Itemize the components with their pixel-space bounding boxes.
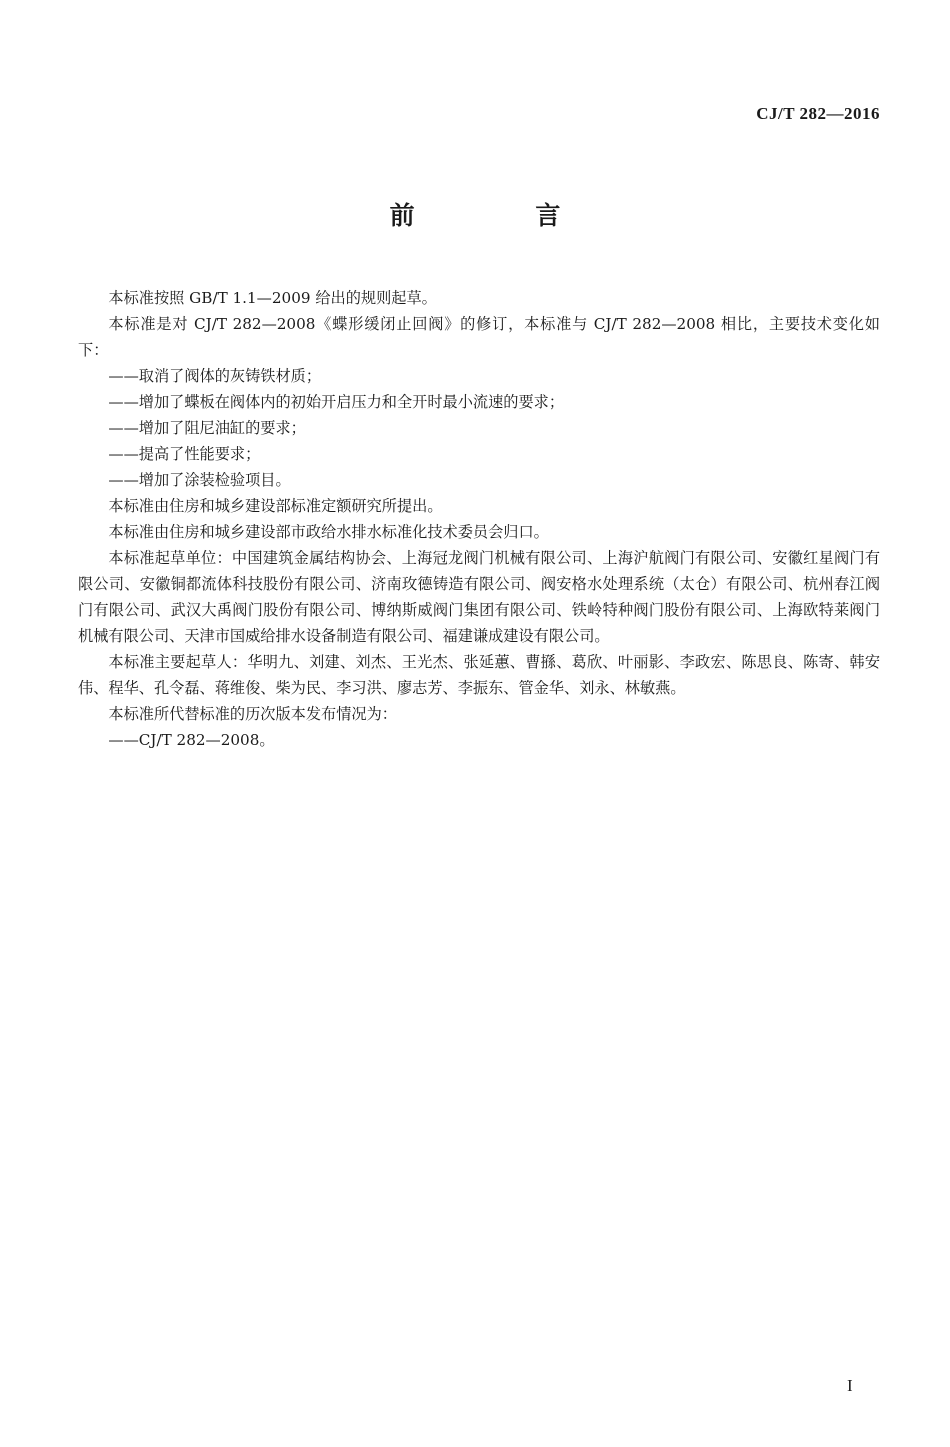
paragraph-proposer: 本标准由住房和城乡建设部标准定额研究所提出。 <box>108 497 443 515</box>
change-item: ——增加了涂装检验项目。 <box>108 471 291 489</box>
change-item: ——提高了性能要求； <box>108 445 261 463</box>
paragraph-drafting-units: 本标准起草单位：中国建筑金属结构协会、上海冠龙阀门机械有限公司、上海沪航阀门有限公司、安徽红星阀门有限公司、安徽铜都流体科技股份有限公司、济南玫德铸造有限公司、阀安格水处理系统（太仓）有限公司、杭州春江阀门有限公司、武汉大禹阀门股份有限公司、博纳斯威阀门集团有限公司、铁岭特种阀门股份有限公司、上海欧特莱阀门机械有限公司、天津市国威给排水设备制造有限公司、福建谦成建设有限公司。 <box>78 549 880 645</box>
paragraph-revision-summary: 本标准是对 CJ/T 282—2008《蝶形缓闭止回阀》的修订，本标准与 CJ/T 282—2008 相比，主要技术变化如下： <box>78 315 880 359</box>
change-item: ——取消了阀体的灰铸铁材质； <box>108 367 322 385</box>
change-item: ——增加了蝶板在阀体内的初始开启压力和全开时最小流速的要求； <box>108 393 565 411</box>
page-number: I <box>847 1376 853 1395</box>
change-item: ——增加了阻尼油缸的要求； <box>108 419 306 437</box>
previous-version-item: ——CJ/T 282—2008。 <box>108 731 275 749</box>
paragraph-administrator: 本标准由住房和城乡建设部市政给水排水标准化技术委员会归口。 <box>108 523 549 541</box>
paragraph-drafting-rules: 本标准按照 GB/T 1.1—2009 给出的规则起草。 <box>108 289 437 307</box>
paragraph-previous-versions: 本标准所代替标准的历次版本发布情况为： <box>108 705 397 723</box>
foreword-body <box>78 285 880 753</box>
page-title: 前 言 <box>389 201 617 230</box>
paragraph-drafters: 本标准主要起草人：华明九、刘建、刘杰、王光杰、张延蕙、曹搎、葛欣、叶丽影、李政宏、陈思良、陈寄、韩安伟、程华、孔令磊、蒋维俊、柴为民、李习洪、廖志芳、李振东、管金华、刘永、林敏燕。 <box>78 653 880 697</box>
standard-code-header: CJ/T 282—2016 <box>756 104 880 123</box>
